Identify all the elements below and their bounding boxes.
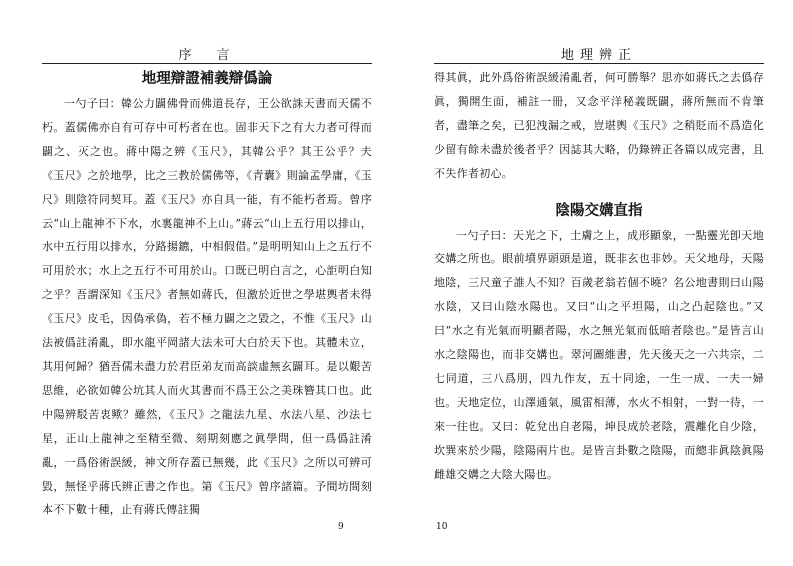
section-gap xyxy=(434,186,764,198)
right-page xyxy=(434,0,764,566)
left-page-body xyxy=(42,66,372,522)
header-rule-right xyxy=(434,63,764,64)
right-page-body xyxy=(434,66,764,487)
left-page xyxy=(42,0,372,566)
section-title-left: 地理辯證補義辯僞論 xyxy=(141,71,273,87)
page-number-right: 10 xyxy=(436,522,448,532)
body-paragraph-left: 一勺子曰：韓公力闢佛骨而佛道長存，王公欲誅天書而天儒不朽。蓋儒佛亦自有可存中可朽者在也。固非天下之有大力者可得而闢之、灭之也。蔣中陽之辨《玉尺》，其韓公乎？其王公乎？夫《玉尺》之於地學，比之三教於儒佛等，《青囊》則論孟學庸，《玉尺》則陰符同契耳。蓋《玉尺》亦自具一能，有不能朽者焉。曾序云“山上龍神不下水，水裏龍神不上山。”蔣云“山上五行用以排山，水中五行用以排水，分路揚鑣，中相假借。”是明明知山上之五行不可用於水；水上之五行不可用於山。口既已明白言之，心詎明白知之乎？吾謂深知《玉尺》者無如蔣氏，但激於近世之學堪輿者未得《玉尺》皮毛，因偽承偽，若不極力闢之之毀之，不惟《玉尺》山法被僞註淆亂，即水龍平岡諸大法未可大白於天下也。其體未立，其用何歸？猶吾儒未盡力於君臣弟友而高談虛無玄闢耳。是以艱苦思維，必欲如韓公坑其人而火其書而不爲王公之美珠簪其口也。此中陽辨駁苦衷歟？雖然，《玉尺》之龍法九星、水法八星、沙法七星，正山上龍神之至精至微、刻期刻應之眞學問，但一爲僞註淆亂，一爲俗術誤緩，神文所存蓋已無幾，此《玉尺》之所以可辨可毀，無怪乎蔣氏辨正書之作也。第《玉尺》曾序諸篇。予間坊間刻本不下數十種，止有蔣氏傳註獨 xyxy=(42,97,372,517)
running-header-left: 序 言 xyxy=(178,48,236,63)
section-title-right: 陰陽交媾直指 xyxy=(555,202,643,219)
body-paragraph-right: 一勺子曰：天光之下，土膚之上，成形顯象，一點靈光卽天地交媾之所也。眼前墳界頭頭是道，既非玄也非妙。天父地母，天陽地陰，三尺童子誰人不知？百歲老翁若個不曉？名公地書則曰山陽水陰，又曰山陰水陽也。又曰“山之平坦陽，山之凸起陰也。”又曰“水之有光氣而明顯者陽，水之無光氣而低暗者陰也。”是皆言山水之陰陽也，而非交媾也。翠河圖維書，先天後天之一六共宗，二七同道，三八爲朋，四九作友，五十同途，一生一成、一夫一婦也。天地定位，山澤通氣，風雷相薄，水火不相射，一對一待，一來一往也。又曰：乾兌出自老陽，坤艮成於老陰，震離化自少陰，坎巽來於少陽，陰陽兩片也。是皆言卦數之陰陽，而總非眞陰眞陽雌雄交媾之大陰大陽也。 xyxy=(434,228,764,481)
header-rule-left xyxy=(42,63,372,64)
running-header-right: 地理辨正 xyxy=(560,48,637,63)
page-number-left: 9 xyxy=(338,522,344,532)
continuation-paragraph: 得其眞，此外爲俗術誤緩淆亂者，何可勝舉？思亦如蔣氏之去僞存眞，獨開生面，補註一冊，又念平洋秘義既闢，蔣所無而不肯筆者，盡筆之矣，已犯洩漏之戒，豈堪輿《玉尺》之稍貶而不爲造化少留有餘未盡於後者乎？因誌其大略，仍錄辨正各篇以成完書，且不失作者初心。 xyxy=(434,71,764,180)
